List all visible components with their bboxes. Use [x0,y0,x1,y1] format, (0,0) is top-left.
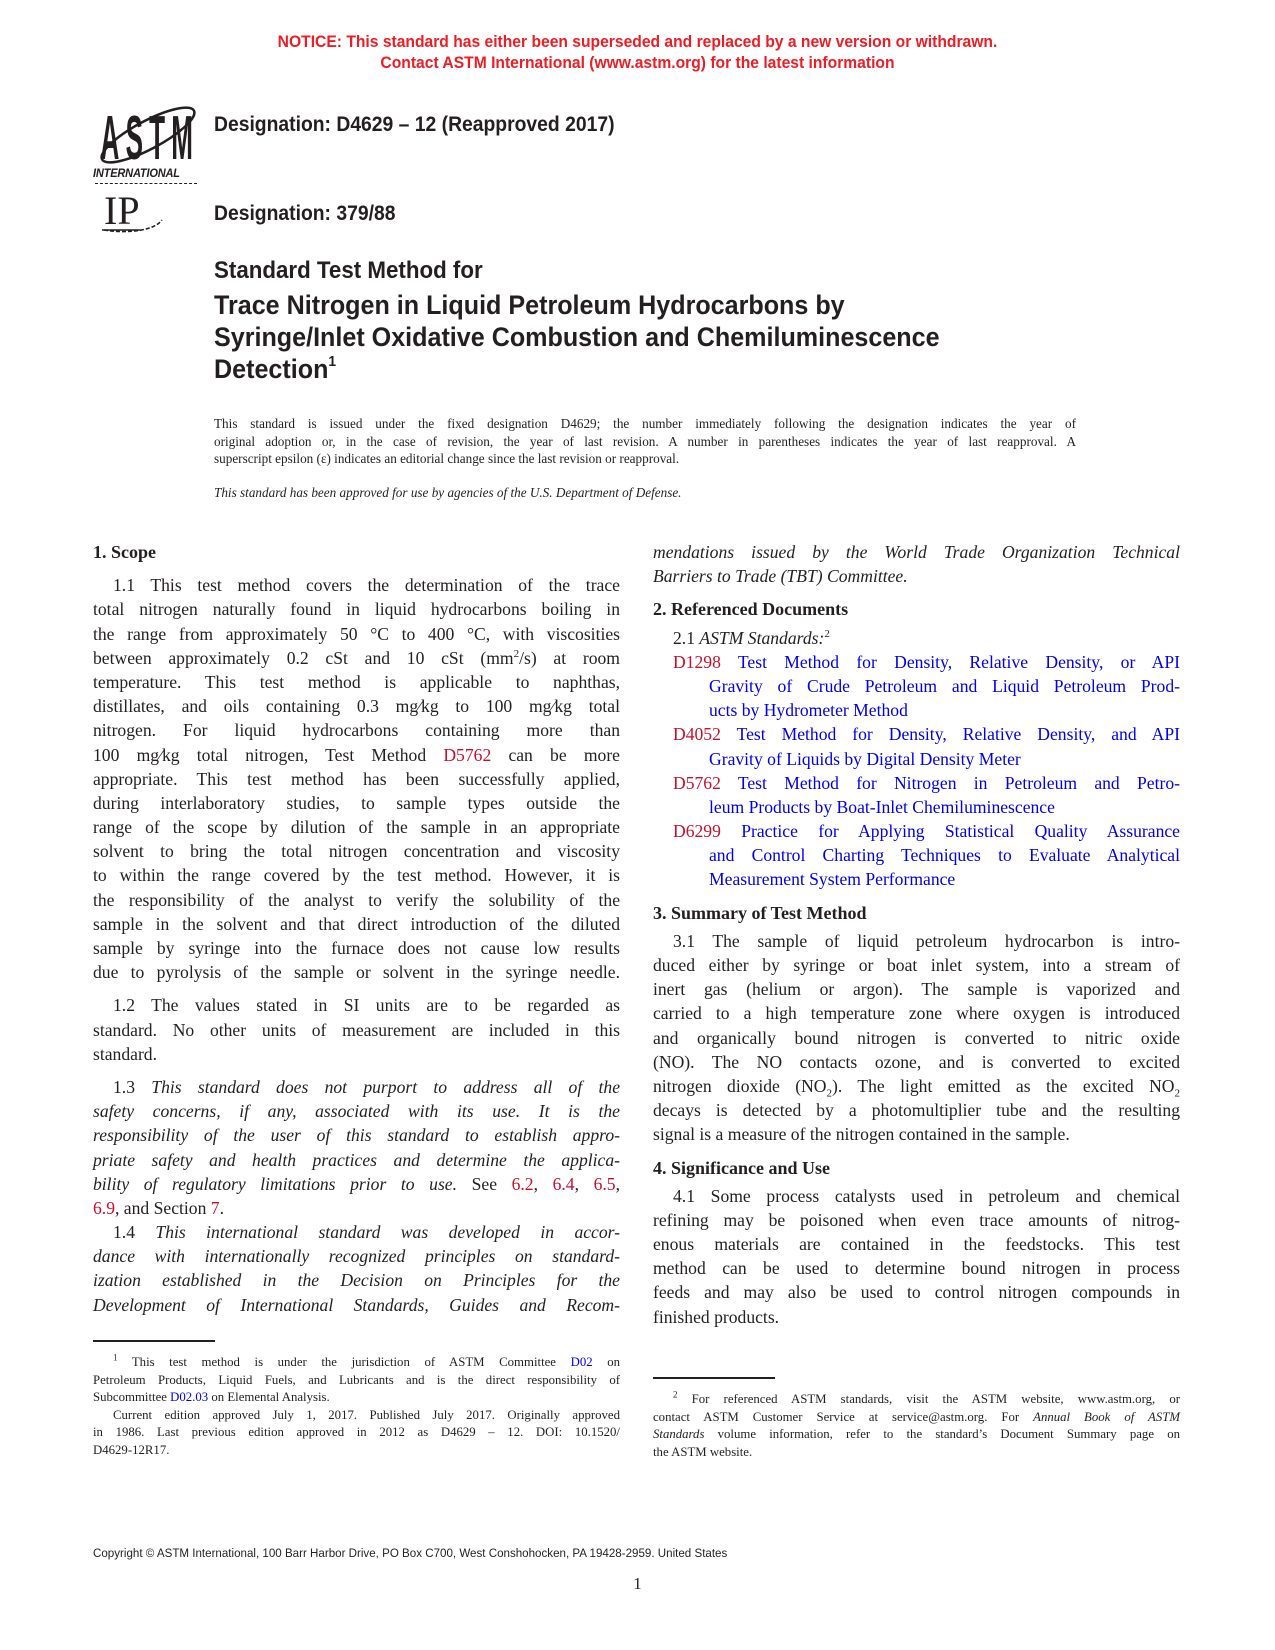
text-line: 4.1 Some process catalysts used in petroleum and chemical [673,1185,1180,1206]
text-line: sample by syringe into the furnace does not cause low results [93,938,620,958]
text-line: nitrogen. For liquid hydrocarbons containing more than [93,720,620,741]
text-line: inert gas (helium or argon). The sample is vaporized and [653,979,1180,1000]
footnote-line [653,1426,1180,1444]
copyright-footer: Copyright © ASTM International, 100 Barr Harbor Drive, PO Box C700, West Conshohocken, PA 19428-2959. United States [93,1546,728,1560]
text-line: due to pyrolysis of the sample or solvent in the syringe needle. [93,962,620,983]
text-fragment: , and Section [115,1197,211,1218]
reference-d5762[interactable] [653,771,1180,819]
reference-code[interactable]: D6299 [673,821,721,842]
link-6-2[interactable]: 6.2 [511,1173,534,1194]
subscript: 2 [826,1087,832,1100]
text-fragment: ASTM Standards: [699,627,825,648]
title-line-0: Standard Test Method for [214,257,483,284]
text-line: appropriate. This test method has been successfully applied, [93,768,620,789]
superseded-notice-line-2: Contact ASTM International (www.astm.org) for the latest information [380,53,895,72]
text-line: Barriers to Trade (TBT) Committee. [653,566,908,587]
footnote-separator [653,1377,775,1379]
reference-line: Gravity of Liquids by Digital Density Meter [709,748,1021,769]
subscript: 2 [1174,1087,1180,1100]
text-line: priate safety and health practices and determine the applica- [93,1149,620,1170]
link-6-5[interactable]: 6.5 [593,1173,616,1194]
footnote-ref-2[interactable]: 2 [824,627,830,640]
reference-line: Gravity of Crude Petroleum and Liquid Petroleum Prod- [709,675,1180,696]
paragraph-1-3 [93,1075,620,1220]
astm-logo-wordmark: INTERNATIONAL [93,168,180,180]
page-number: 1 [633,1574,642,1593]
footnote-mark: 1 [113,1352,118,1363]
paragraph-1-2 [93,993,620,1066]
section-1-heading: 1. Scope [93,542,156,562]
footnote-line: in 1986. Last previous edition approved in 2012 as D4629 – 12. DOI: 10.1520/ [93,1425,620,1440]
text-line: feeds and may also be used to control nitrogen compounds in [653,1282,1180,1303]
paragraph-3-1 [653,929,1180,1147]
paragraph-1-1 [93,573,620,984]
text-line: sample in the solvent and that direct introduction of the diluted [93,913,620,934]
text-line: and organically bound nitrogen is converted to nitric oxide [653,1027,1180,1048]
title-footnote-ref[interactable]: 1 [328,354,337,371]
text-fragment: Annual Book of ASTM [1033,1409,1180,1424]
boilerplate-line: This standard is issued under the fixed designation D4629; the number immediately following the designation indicates the year of [214,416,1076,431]
text-fragment: contact ASTM Customer Service at service@astm.org. For [653,1409,1034,1424]
text-fragment: between approximately 0.2 cSt and 10 cSt (mm [93,647,514,668]
text-line: safety concerns, if any, associated with its use. It is the [93,1101,620,1122]
text-line: 1.2 The values stated in SI units are to be regarded as [113,995,620,1016]
text-line: enous materials are contained in the feedstocks. This test [653,1234,1180,1255]
footnote-line [93,1354,620,1372]
text-fragment: can be more [491,744,620,765]
text-line: signal is a measure of the nitrogen contained in the sample. [653,1124,1070,1145]
paragraph-number: 1.4 [113,1222,156,1243]
reference-title[interactable]: Test Method for Density, Relative Density, or API [737,651,1180,672]
link-6-9[interactable]: 6.9 [93,1197,115,1218]
text-line [653,626,1180,650]
text-line: during interlaboratory studies, to sample types outside the [93,792,620,813]
text-line: Development of International Standards, Guides and Recom- [93,1294,620,1315]
text-fragment: This standard does not purport to address all of the [151,1076,621,1097]
text-line: decays is detected by a photomultiplier tube and the resulting [653,1100,1180,1121]
text-line: (NO). The NO contacts ozone, and is converted to excited [653,1051,1180,1072]
text-line: the responsibility of the analyst to verify the solubility of the [93,889,620,910]
reference-line: ucts by Hydrometer Method [709,700,908,721]
svg-text:IP: IP [104,188,140,233]
section-2-heading: 2. Referenced Documents [653,599,849,620]
superseded-notice-line-1: NOTICE: This standard has either been superseded and replaced by a new version or withdrawn. [277,32,998,51]
ip-logo-icon [100,186,175,236]
text-fragment: Subcommittee [93,1390,171,1405]
svg-text:ASTM: ASTM [100,104,193,174]
section-4-heading: 4. Significance and Use [653,1157,831,1178]
text-fragment: nitrogen dioxide (NO [653,1075,827,1096]
text-fragment: /s) at room [519,647,620,668]
footnote-2 [653,1391,1180,1461]
text-line: carried to a high temperature zone where oxygen is introduced [653,1003,1180,1024]
text-fragment: Standards [653,1427,705,1442]
text-line: ization established in the Decision on Principles for the [93,1270,620,1291]
text-line: 3.1 The sample of liquid petroleum hydrocarbon is intro- [673,930,1180,951]
link-section-7[interactable]: 7 [210,1197,220,1218]
text-line: bility of regulatory limitations prior to use. See 6.2, 6.4, 6.5, [93,1173,621,1194]
text-line: 6.9, and Section 7. [93,1197,224,1218]
reference-line: leum Products by Boat-Inlet Chemiluminescence [709,796,1055,817]
boilerplate-notice [214,415,1076,468]
link-6-4[interactable]: 6.4 [552,1173,575,1194]
text-line: standard. [93,1043,158,1064]
footnote-separator [93,1340,215,1342]
text-fragment: on [592,1355,621,1369]
link-committee-d02[interactable]: D02 [570,1355,593,1369]
text-line: to within the range covered by the test method. However, it is [93,865,620,886]
reference-title[interactable]: Test Method for Density, Relative Density, and API [736,724,1180,745]
footnote-line: the ASTM website. [653,1444,753,1459]
reference-line: and Control Charting Techniques to Evaluate Analytical [709,845,1180,866]
footnote-line [653,1409,1180,1427]
text-line: refining may be poisoned when even trace amounts of nitrog- [653,1209,1180,1230]
text-line [653,1074,1180,1098]
text-line: mendations issued by the World Trade Organization Technical [653,542,1180,562]
text-line: finished products. [653,1306,780,1327]
paragraph-number: 2.1 [673,627,700,648]
reference-line [653,819,1180,843]
text-fragment: on Elemental Analysis. [208,1390,330,1405]
text-line [93,743,620,767]
reference-title[interactable]: Practice for Applying Statistical Quality Assurance [741,821,1180,842]
footnote-line: Current edition approved July 1, 2017. Published July 2017. Originally approved [113,1407,620,1422]
text-line [93,1075,620,1099]
text-line [93,1220,620,1244]
reference-d1298[interactable] [653,650,1180,723]
text-fragment: volume information, refer to the standard’s Document Summary page on [704,1427,1180,1442]
astm-logo-rule [95,183,197,185]
astm-logo-icon [93,93,203,175]
text-line: 1.1 This test method covers the determination of the trace [113,575,620,596]
text-line: duced either by syringe or boat inlet system, into a stream of [653,955,1180,975]
reference-title[interactable]: Test Method for Nitrogen in Petroleum and Petro- [737,772,1180,793]
link-subcommittee-d02-03[interactable]: D02.03 [170,1390,209,1405]
superscript: 2 [513,647,520,660]
paragraph-1-4 [93,1220,620,1317]
reference-code[interactable]: D4052 [673,724,721,745]
reference-line: Measurement System Performance [709,869,956,890]
reference-code[interactable]: D5762 [673,772,721,793]
footnote-mark: 2 [673,1389,678,1400]
footnote-1 [93,1354,620,1460]
text-line: the range from approximately 50 °C to 400 °C, with viscosities [93,623,620,644]
text-fragment: See [457,1173,512,1194]
title-line-1: Trace Nitrogen in Liquid Petroleum Hydrocarbons by [214,290,845,320]
text-line: standard. No other units of measurement are included in this [93,1019,620,1040]
dod-approval-note: This standard has been approved for use by agencies of the U.S. Department of Defense. [214,485,682,500]
reference-line [653,771,1180,795]
text-line: responsibility of the user of this standard to establish appro- [93,1125,620,1146]
text-fragment: 100 mg⁄kg total nitrogen, Test Method [93,744,444,765]
left-column [93,540,620,1317]
section-3-heading: 3. Summary of Test Method [653,902,867,923]
paragraph-number: 1.3 [113,1076,152,1097]
reference-d4052[interactable] [653,722,1180,770]
astm-designation: Designation: D4629 – 12 (Reapproved 2017) [214,113,615,136]
text-fragment: This international standard was developed in accor- [155,1222,621,1243]
reference-d6299[interactable] [653,819,1180,892]
right-column [653,540,1180,1329]
boilerplate-line: original adoption or, in the case of revision, the year of last revision. A number in parentheses indicates the year of last reapproval. A [214,433,1076,449]
text-line [93,646,620,670]
link-d5762[interactable]: D5762 [443,744,492,765]
title-text: Detection [214,354,329,384]
text-line: total nitrogen naturally found in liquid hydrocarbons boiling in [93,599,620,620]
text-line: distillates, and oils containing 0.3 mg⁄kg to 100 mg⁄kg total [93,696,620,717]
ip-designation: Designation: 379/88 [214,202,396,225]
boilerplate-line: superscript epsilon (ε) indicates an editorial change since the last revision or reapproval. [214,451,680,466]
text-line: temperature. This test method is applicable to naphthas, [93,671,620,692]
reference-code[interactable]: D1298 [673,651,721,672]
reference-line [653,650,1180,674]
text-fragment: For referenced ASTM standards, visit the ASTM website, www.astm.org, or [677,1392,1180,1406]
text-line: method can be used to determine bound nitrogen in process [653,1258,1180,1279]
text-fragment: ). The light emitted as the excited NO [831,1075,1175,1096]
text-fragment: This test method is under the jurisdiction of ASTM Committee [117,1355,571,1369]
text-line: range of the scope by dilution of the sample in an appropriate [93,817,620,838]
footnote-line [93,1389,620,1407]
title-line-3 [214,354,336,385]
footnote-line [653,1391,1180,1409]
footnote-line: D4629-12R17. [93,1442,170,1457]
footnote-line: Petroleum Products, Liquid Fuels, and Lubricants and is the direct responsibility of [93,1372,620,1387]
paragraph-4-1 [653,1184,1180,1329]
title-line-2: Syringe/Inlet Oxidative Combustion and Chemiluminescence [214,322,940,352]
reference-line [653,722,1180,746]
text-fragment: bility of regulatory limitations prior to use. [93,1173,458,1194]
text-line: solvent to bring the total nitrogen concentration and viscosity [93,841,620,862]
text-line: dance with internationally recognized principles on standard- [93,1246,620,1267]
